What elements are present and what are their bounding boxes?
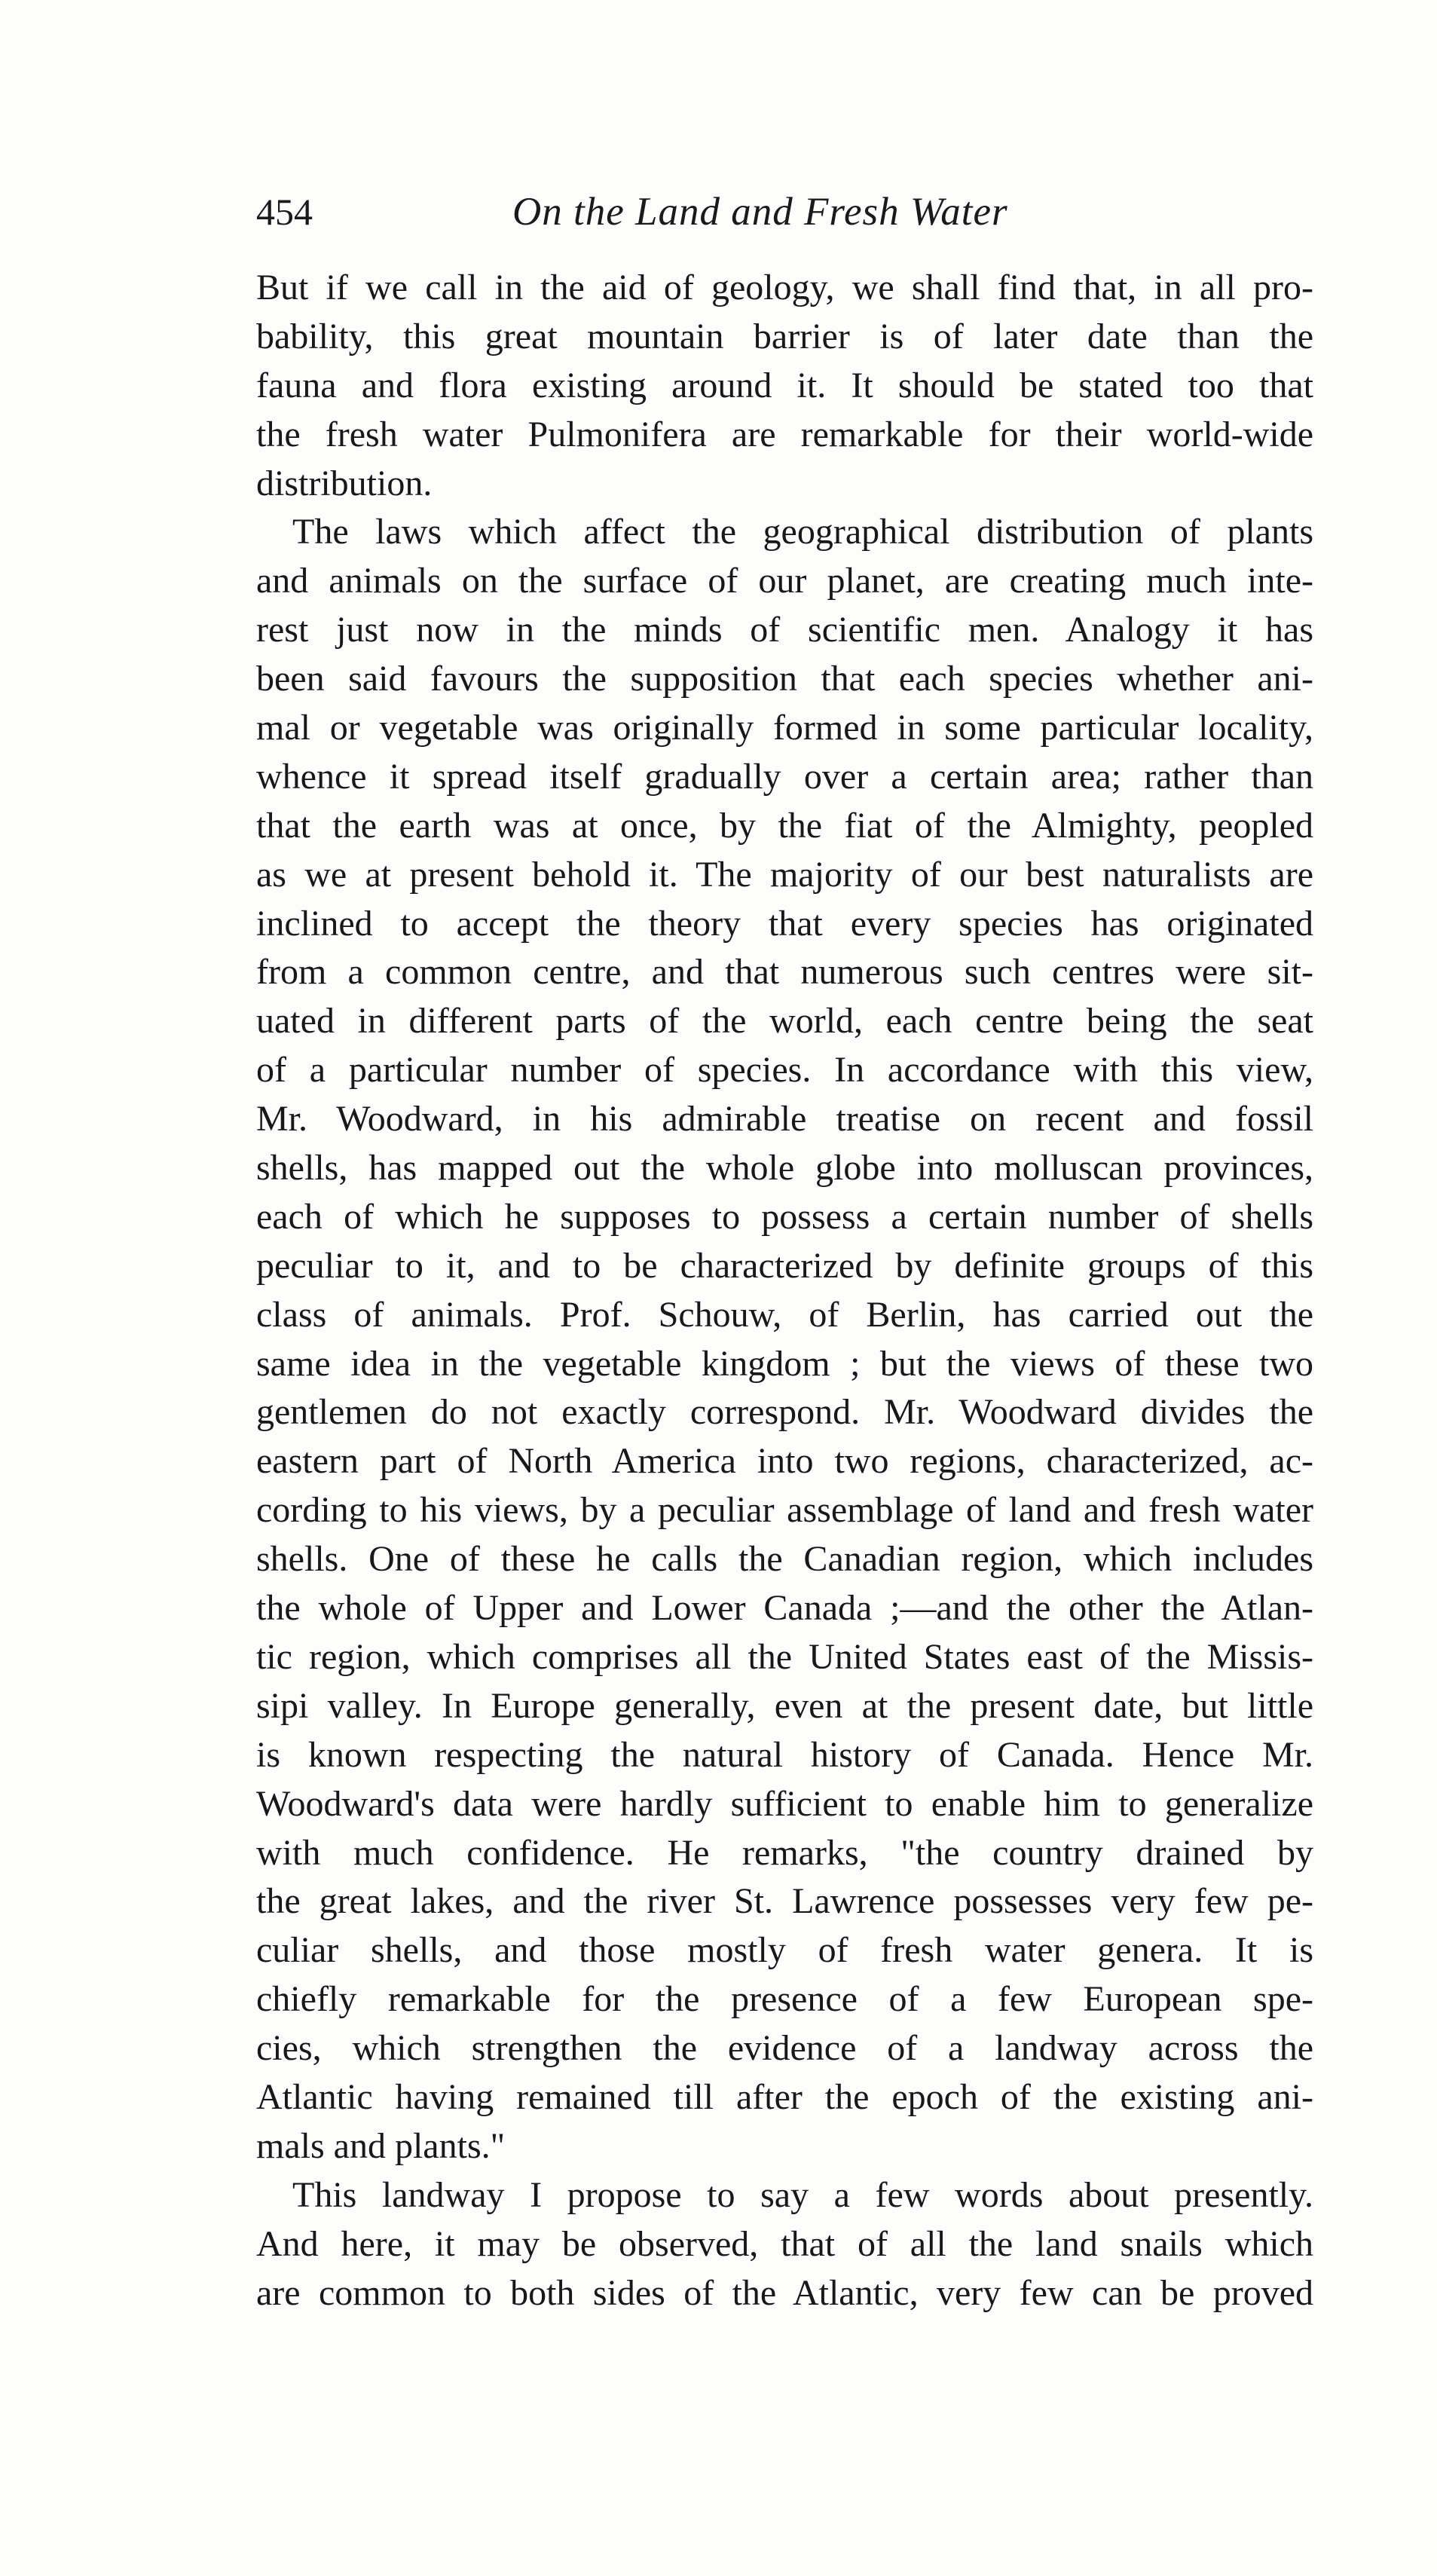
text-line: peculiar to it, and to be characterized by definite groups of this [256, 1245, 1313, 1286]
text-line: each of which he supposes to possess a certain number of shells [256, 1196, 1313, 1237]
body-text [256, 264, 1313, 2317]
text-line: of a particular number of species. In accordance with this view, [256, 1050, 1313, 1091]
text-line: that the earth was at once, by the fiat of the Almighty, peopled [256, 805, 1313, 846]
text-line: shells, has mapped out the whole globe into molluscan provinces, [256, 1148, 1313, 1189]
text-line: inclined to accept the theory that every species has originated [256, 903, 1313, 944]
running-head [256, 178, 1311, 246]
text-line: with much confidence. He remarks, "the country drained by [256, 1832, 1313, 1873]
paragraph-1 [256, 264, 1313, 508]
text-line: cording to his views, by a peculiar assemblage of land and fresh water [256, 1490, 1313, 1531]
text-line: sipi valley. In Europe generally, even at the present date, but little [256, 1685, 1313, 1726]
text-line: and animals on the surface of our planet, are creating much inte- [256, 561, 1313, 601]
text-line: fauna and flora existing around it. It should be stated too that [256, 365, 1313, 405]
text-line: mals and plants." [256, 2125, 506, 2166]
text-line: class of animals. Prof. Schouw, of Berlin, has carried out the [256, 1294, 1313, 1335]
text-line: same idea in the vegetable kingdom ; but the views of these two [256, 1343, 1313, 1384]
text-line: Mr. Woodward, in his admirable treatise on recent and fossil [256, 1099, 1313, 1140]
text-line: Atlantic having remained till after the epoch of the existing ani- [256, 2076, 1313, 2117]
text-line: are common to both sides of the Atlantic, very few can be proved [256, 2272, 1313, 2313]
text-line: the fresh water Pulmonifera are remarkable for their world-wide [256, 414, 1313, 454]
paragraph-2 [256, 508, 1313, 2171]
paragraph-3 [256, 2171, 1313, 2318]
text-line: Woodward's data were hardly sufficient to enable him to generalize [256, 1783, 1313, 1824]
text-line: gentlemen do not exactly correspond. Mr. Woodward divides the [256, 1392, 1313, 1433]
text-line: shells. One of these he calls the Canadian region, which includes [256, 1539, 1313, 1580]
text-line: is known respecting the natural history of Canada. Hence Mr. [256, 1734, 1313, 1775]
text-line: And here, it may be observed, that of all the land snails which [256, 2223, 1313, 2264]
text-line: been said favours the supposition that each species whether ani- [256, 659, 1313, 699]
text-line: from a common centre, and that numerous such centres were sit- [256, 952, 1313, 993]
text-line: chiefly remarkable for the presence of a few European spe- [256, 1979, 1313, 2020]
text-line: the whole of Upper and Lower Canada ;—and the other the Atlan- [256, 1588, 1313, 1629]
text-line: the great lakes, and the river St. Lawrence possesses very few pe- [256, 1881, 1313, 1922]
text-line: mal or vegetable was originally formed in some particular locality, [256, 708, 1313, 748]
text-line: The laws which affect the geographical distribution of plants [292, 512, 1313, 552]
text-line: as we at present behold it. The majority of our best naturalists are [256, 854, 1313, 895]
text-line: whence it spread itself gradually over a certain area; rather than [256, 756, 1313, 797]
text-line: bability, this great mountain barrier is of later date than the [256, 316, 1313, 356]
text-line: culiar shells, and those mostly of fresh water genera. It is [256, 1930, 1313, 1971]
text-line: uated in different parts of the world, each centre being the seat [256, 1001, 1313, 1042]
text-line: This landway I propose to say a few words about presently. [292, 2174, 1313, 2215]
text-line: rest just now in the minds of scientific men. Analogy it has [256, 610, 1313, 650]
text-line: cies, which strengthen the evidence of a landway across the [256, 2028, 1313, 2069]
text-line: eastern part of North America into two regions, characterized, ac- [256, 1441, 1313, 1482]
running-title: On the Land and Fresh Water [512, 190, 1008, 234]
page-number: 454 [256, 191, 313, 233]
text-line: But if we call in the aid of geology, we shall find that, in all pro- [256, 268, 1313, 307]
text-line: tic region, which comprises all the United States east of the Missis- [256, 1636, 1313, 1677]
text-line: distribution. [256, 463, 433, 503]
